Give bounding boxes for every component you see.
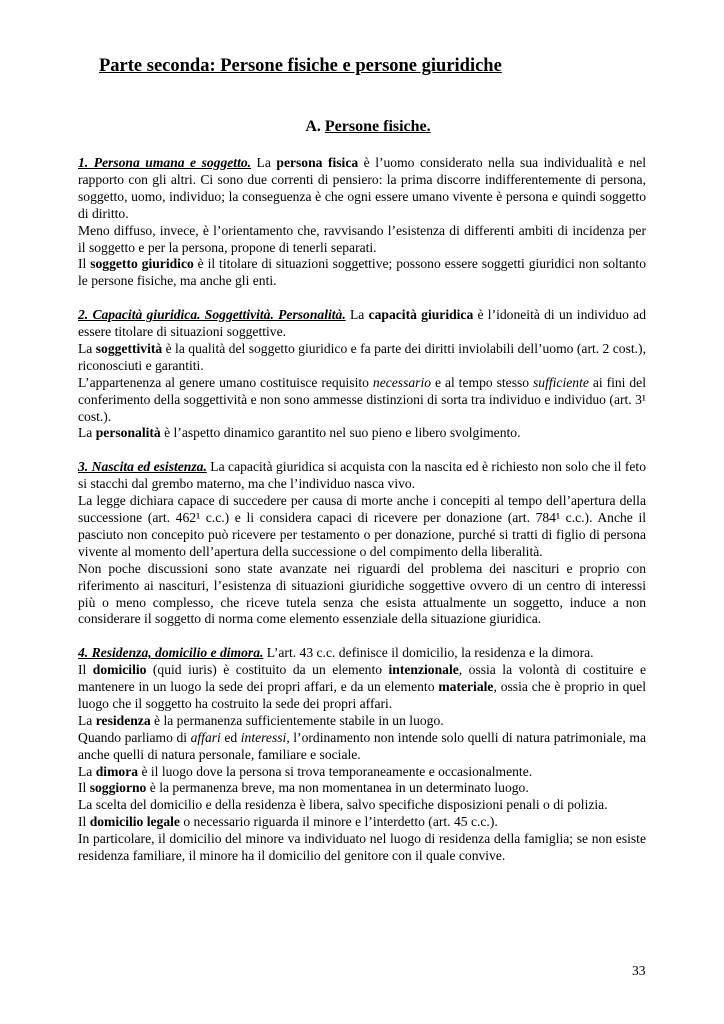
key-term: materiale xyxy=(438,679,494,695)
page-number: 33 xyxy=(632,963,646,978)
key-term: soggiorno xyxy=(89,780,147,796)
paragraph: La residenza è la permanenza sufficientemente stabile in un luogo. xyxy=(78,712,444,728)
paragraph: Quando parliamo di affari ed interessi, l’ordinamento non intende solo quelli di natura patrimoniale, ma anche quelli di natura personale, familiare e sociale. xyxy=(78,729,646,762)
section-heading: 2. Capacità giuridica. Soggettività. Personalità. xyxy=(78,307,346,323)
paragraph: La legge dichiara capace di succedere per causa di morte anche i concepiti al tempo dell’apertura della successione (art. 462¹ c.c.) e li considera capaci di ricevere per donazione (art. 784¹ c.c.). Anche il pasciuto non concepito può ricevere per testamento o per donazione, purché si tratti di figlio di persona vivente al momento dell’apertura della successione o del compimento della liberalità. xyxy=(78,493,646,559)
paragraph: Il domicilio (quid iuris) è costituito da un elemento intenzionale, ossia la volontà di costituire e mantenere in un luogo la sede dei propri affari, e da un elemento materiale, ossia che è proprio in quel luogo che il soggetto ha costruito la sede dei propri affari. xyxy=(78,662,647,711)
emphasis: interessi xyxy=(240,729,287,745)
key-term: domicilio xyxy=(92,662,147,678)
section-heading: 3. Nascita ed esistenza. xyxy=(78,459,207,475)
paragraph: 1. Persona umana e soggetto. La persona fisica è l’uomo considerato nella sua individualità e nel rapporto con gli altri. Ci sono due correnti di pensiero: la prima discorre indifferentemente di persona, soggetto, uomo, individuo; la conseguenza è che ogni essere umano vivente è persona e quindi soggetto di diritto. xyxy=(78,155,647,221)
key-term: domicilio legale xyxy=(89,814,180,830)
paragraph: Il soggetto giuridico è il titolare di situazioni soggettive; possono essere soggetti giuridici non soltanto le persone fisiche, ma anche gli enti. xyxy=(78,256,646,289)
emphasis: sufficiente xyxy=(533,374,589,390)
section-heading: 4. Residenza, domicilio e dimora. xyxy=(78,645,264,661)
paragraph: La personalità è l’aspetto dinamico garantito nel suo pieno e libero svolgimento. xyxy=(78,425,521,441)
document-body xyxy=(78,155,646,865)
key-term: soggettività xyxy=(95,340,163,356)
paragraph: Meno diffuso, invece, è l’orientamento che, ravvisando l’esistenza di differenti ambiti di incidenza per il soggetto e per la persona, propone di tenerli separati. xyxy=(78,222,646,255)
page-title: Parte seconda: Persone fisiche e persone giuridiche xyxy=(99,56,502,76)
key-term: intenzionale xyxy=(388,662,459,678)
paragraph: Il domicilio legale o necessario riguarda il minore e l’interdetto (art. 45 c.c.). xyxy=(78,814,498,830)
paragraph: La scelta del domicilio e della residenza è libera, salvo specifiche disposizioni penali o di polizia. xyxy=(78,797,608,813)
key-term: soggetto giuridico xyxy=(90,256,194,272)
key-term: capacità giuridica xyxy=(368,307,474,323)
key-term: personalità xyxy=(95,425,161,441)
paragraph: La dimora è il luogo dove la persona si trova temporaneamente e occasionalmente. xyxy=(78,763,533,779)
section-title-text: Persone fisiche. xyxy=(324,118,431,135)
emphasis: necessario xyxy=(372,374,432,390)
paragraph: Non poche discussioni sono state avanzate nei riguardi del problema dei nascituri e proprio con riferimento ai nascituri, l’esistenza di situazioni giuridiche soggettive ovvero di un centro di interessi più o meno complesso, che riceve tutela senza che esista attualmente un soggetto, induce a non considerare il soggetto di norma come elemento essenziale della situazione giuridica. xyxy=(78,560,646,627)
key-term: dimora xyxy=(95,763,139,779)
paragraph: 3. Nascita ed esistenza. La capacità giuridica si acquista con la nascita ed è richiesto non solo che il feto si stacchi dal grembo materno, ma che l’individuo nasca vivo. xyxy=(78,459,646,492)
emphasis: affari xyxy=(190,729,221,745)
key-term: residenza xyxy=(95,712,151,728)
paragraph: In particolare, il domicilio del minore va individuato nel luogo di residenza della famiglia; se non esiste residenza familiare, il minore ha il domicilio del genitore con il quale convive. xyxy=(78,831,646,864)
section-title-prefix: A. xyxy=(305,118,325,135)
paragraph: 2. Capacità giuridica. Soggettività. Personalità. La capacità giuridica è l’idoneità di un individuo ad essere titolare di situazioni soggettive. xyxy=(78,307,646,340)
paragraph: 4. Residenza, domicilio e dimora. L’art. 43 c.c. definisce il domicilio, la residenza e la dimora. xyxy=(78,645,594,661)
paragraph: La soggettività è la qualità del soggetto giuridico e fa parte dei diritti inviolabili dell’uomo (art. 2 cost.), riconosciuti e garantiti. xyxy=(78,340,646,373)
key-term: persona fisica xyxy=(276,155,359,170)
section-title xyxy=(0,118,724,136)
paragraph: L’appartenenza al genere umano costituisce requisito necessario e al tempo stesso sufficiente ai fini del conferimento della soggettività e non sono ammesse distinzioni di sorta tra individuo e individuo (art. 3¹ cost.). xyxy=(78,374,646,424)
section-heading: 1. Persona umana e soggetto. xyxy=(78,155,252,170)
paragraph: Il soggiorno è la permanenza breve, ma non momentanea in un determinato luogo. xyxy=(78,780,529,796)
